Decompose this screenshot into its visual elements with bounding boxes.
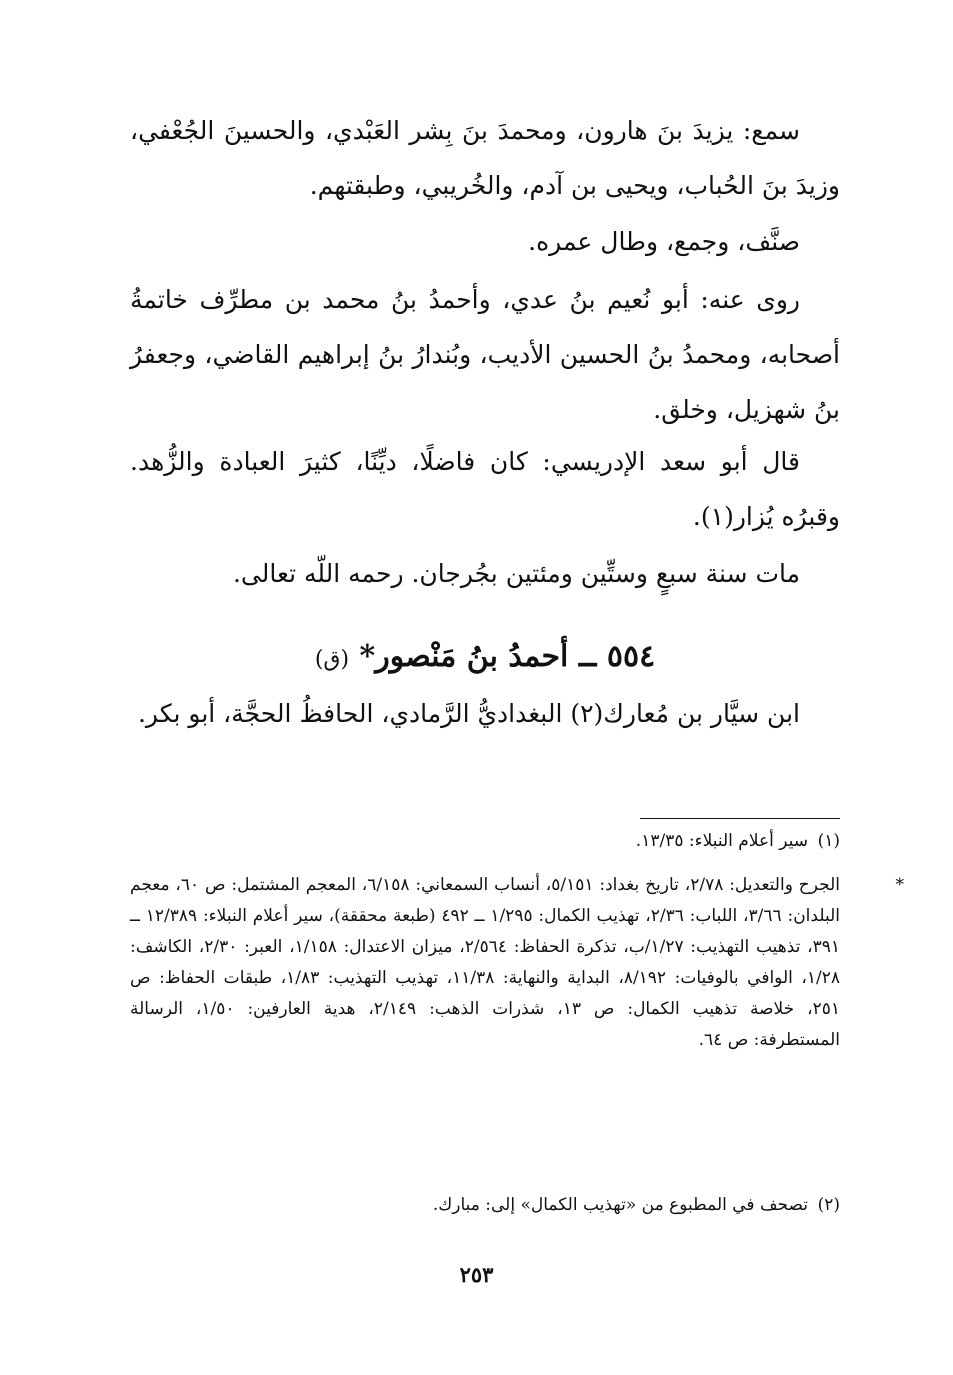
- paragraph-death: مات سنة سبعٍ وستِّين ومئتين بجُرجان. رحمه اللّه تعالى.: [232, 559, 800, 588]
- footnote-2-mark: (٢): [817, 1195, 840, 1215]
- entry-heading: [130, 632, 840, 685]
- footnote-divider: [640, 818, 840, 819]
- footnote-sources: [130, 870, 904, 1056]
- footnote-1-text: سير أعلام النبلاء: ١٣/٣٥.: [635, 831, 808, 851]
- entry-tag: (ق): [314, 647, 350, 672]
- footnote-1-mark: (١): [817, 831, 840, 851]
- footnote-star-mark: *: [895, 875, 904, 895]
- paragraph-quote: قال أبو سعد الإدريسي: كان فاضلًا، ديِّنًا، كثيرَ العبادة والزُّهد. وقبرُه يُزار(١).: [130, 447, 840, 531]
- entry-title: ٥٥٤ ــ أحمدُ بنُ مَنْصور*: [359, 639, 656, 674]
- paragraph-works: صنَّف، وجمع، وطال عمره.: [528, 227, 800, 256]
- paragraph-teachers: سمع: يزيدَ بنَ هارون، ومحمدَ بنَ بِشر العَبْدي، والحسينَ الجُعْفي، وزيدَ بنَ الحُباب، ويحيى بن آدم، والخُريبي، وطبقتهم.: [130, 116, 840, 200]
- page-number: ٢٥٣: [459, 1262, 494, 1287]
- footnote-2: [130, 1190, 840, 1221]
- paragraph-students: روى عنه: أبو نُعيم بنُ عدي، وأحمدُ بنُ محمد بن مطرِّف خاتمةُ أصحابه، ومحمدُ بنُ الحسين الأديب، وبُندارُ بنُ إبراهيم القاضي، وجعفرُ بنُ شهزيل، وخلق.: [130, 285, 840, 424]
- footnote-2-text: تصحف في المطبوع من «تهذيب الكمال» إلى: مبارك.: [432, 1195, 808, 1215]
- entry-paragraph: ابن سيَّار بن مُعارك(٢) البغداديُّ الرَّمادي، الحافظُ الحجَّة، أبو بكر.: [137, 699, 800, 728]
- footnote-1: [130, 826, 840, 857]
- footnote-sources-text: الجرح والتعديل: ٢/٧٨، تاريخ بغداد: ٥/١٥١، أنساب السمعاني: ٦/١٥٨، المعجم المشتمل: ص ٦٠، معجم البلدان: ٣/٦٦، اللباب: ٢/٣٦، تهذيب الكمال: ١/٢٩٥ ــ ٤٩٢ (طبعة محققة)، سير أعلام النبلاء: ١٢/٣٨٩ ــ ٣٩١، تذهيب التهذيب: ١/٢٧/ب، تذكرة الحفاظ: ٢/٥٦٤، ميزان الاعتدال: ١/١٥٨، العبر: ٢/٣٠، الكاشف: ١/٢٨، الوافي بالوفيات: ٨/١٩٢، البداية والنهاية: ١١/٣٨، تهذيب التهذيب: ١/٨٣، طبقات الحفاظ: ص ٢٥١، خلاصة تذهيب الكمال: ص ١٣، شذرات الذهب: ٢/١٤٩، هدية العارفين: ١/٥٠، الرسالة المستطرفة: ص ٦٤.: [130, 875, 840, 1050]
